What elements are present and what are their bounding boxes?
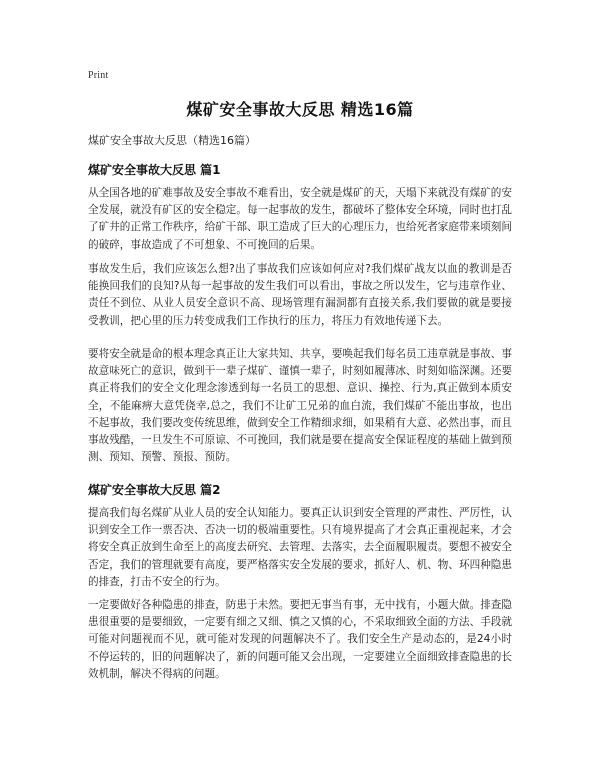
section-2-paragraph-1: 提高我们每名煤矿从业人员的安全认知能力。要真正认识到安全管理的严肃性、严厉性，认识到安全工作一票否决、否决一切的极端重要性。只有境界提高了才会真正重视起来，才会将安全真正放到生命至上的高度去研究、去管理、去落实，去全面履职履责。要想不被安全否定，我们的管理就要有高度，要严格落实安全发展的要求，抓好人、机、物、环四种隐患的排查，打击不安全的行为。 — [88, 507, 512, 588]
section-1-paragraph-2: 事故发生后，我们应该怎么想?出了事故我们应该如何应对?我们煤矿战友以血的教训是否能换回我们的良知?从每一起事故的发生我们可以看出，事故之所以发生，它与违章作业、责任不到位、从业人员安全意识不高、现场管理有漏洞都有直接关系,我们要做的就是要接受教训，把心里的压力转变成我们工作执行的压力，将压力有效地传递下去。 — [88, 263, 512, 327]
section-1-paragraph-1: 从全国各地的矿难事故及安全事故不难看出，安全就是煤矿的天，天塌下来就没有煤矿的安全发展，就没有矿区的安全稳定。每一起事故的发生，都破坏了整体安全环境，同时也打乱了矿井的正常工作秩序，给矿干部、职工造成了巨大的心理压力，也给死者家庭带来顷刻间的破碎，事故造成了不可想象、不可挽回的后果。 — [88, 187, 512, 251]
section-heading-1: 煤矿安全事故大反思 篇1 — [88, 163, 221, 177]
section-heading-2: 煤矿安全事故大反思 篇2 — [88, 483, 221, 497]
section-1-paragraph-3: 要将安全就是命的根本理念真正让大家共知、共享，要唤起我们每名员工违章就是事故、事故意味死亡的意识，做到干一辈子煤矿、谨慎一辈子，时刻如履薄冰、时刻如临深渊。还要真正将我们的安全文化理念渗透到每一名员工的思想、意识、操控、行为,真正做到本质安全，不能麻痹大意凭侥幸,总之，我们不让矿工兄弟的血白流，我们煤矿不能出事故，也出不起事故，我们要改变传统思维，做到安全工作精细求细，如果稍有大意、必然出事，而且事故残酷，一旦发生不可原谅、不可挽回，我们就是要在提高安全保证程度的基础上做到预测、预知、预警、预报、预防。 — [88, 348, 512, 464]
document-title: 煤矿安全事故大反思 精选16篇 — [186, 100, 414, 119]
print-label[interactable]: Print — [88, 70, 109, 81]
section-2-paragraph-2: 一定要做好各种隐患的排查，防患于未然。要把无事当有事，无中找有，小题大做。排查隐患很重要的是要细致，一定要有细之又细、慎之又慎的心，不采取细致全面的方法、手段就可能对问题视而不见，就可能对发现的问题解决不了。我们安全生产是动态的，是24小时不停运转的，旧的问题解决了，新的问题可能又会出现，一定要建立全面细致排查隐患的长效机制，解决不得病的问题。 — [88, 599, 512, 680]
document-subtitle: 煤矿安全事故大反思（精选16篇） — [88, 134, 256, 147]
